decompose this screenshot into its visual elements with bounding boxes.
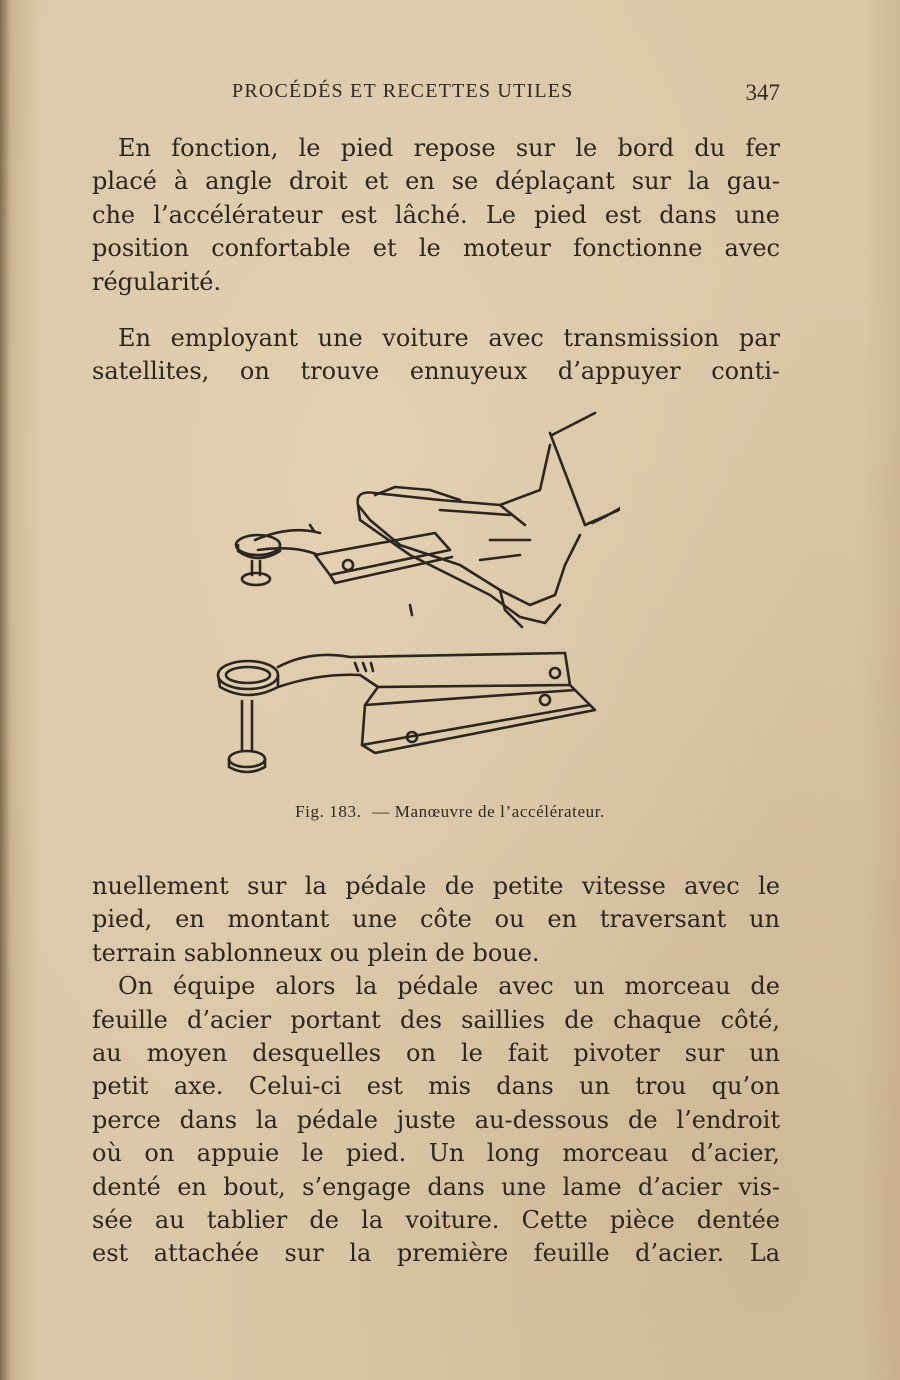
paragraph-3 — [92, 870, 780, 1271]
text-line: satellites, on trouve ennuyeux d’appuyer conti- — [92, 357, 780, 386]
paragraph-1 — [92, 132, 780, 299]
accelerator-pedal-drawing — [200, 405, 620, 785]
text-line: On équipe alors la pédale avec un morceau de — [118, 972, 780, 1001]
pedal-bracket-drawing — [218, 653, 595, 772]
page-number: 347 — [745, 80, 780, 105]
text-line: régularité. — [92, 267, 222, 296]
text-line: terrain sablonneux ou plein de boue. — [92, 938, 540, 967]
text-line: En fonction, le pied repose sur le bord du fer — [118, 134, 780, 162]
spine-shadow — [0, 0, 10, 1380]
text-line: est attachée sur la première feuille d’acier. La — [92, 1239, 780, 1268]
text-line: En employant une voiture avec transmission par — [118, 324, 780, 352]
text-line: où on appuie le pied. Un long morceau d’acier, — [92, 1139, 780, 1168]
figure-183-illustration — [200, 405, 620, 785]
running-head — [92, 80, 782, 108]
text-line: nuellement sur la pédale de petite vitesse avec le — [92, 872, 780, 900]
text-line: sée au tablier de la voiture. Cette pièce dentée — [92, 1206, 780, 1235]
text-line: au moyen desquelles on le fait pivoter sur un — [92, 1039, 780, 1068]
text-line: position confortable et le moteur fonctionne avec — [92, 234, 780, 263]
text-line: placé à angle droit et en se déplaçant sur la gau- — [92, 167, 780, 196]
text-line: perce dans la pédale juste au-dessous de l’endroit — [92, 1105, 780, 1134]
text-line: feuille d’acier portant des saillies de chaque côté, — [92, 1005, 780, 1034]
text-line: petit axe. Celui-ci est mis dans un trou qu’on — [92, 1072, 780, 1101]
running-head-title: PROCÉDÉS ET RECETTES UTILES — [232, 80, 574, 102]
text-line: che l’accélérateur est lâché. Le pied est dans une — [92, 200, 780, 229]
text-line: pied, en montant une côte ou en traversant un — [92, 905, 780, 934]
figure-caption — [0, 802, 900, 822]
foot-on-pedal-drawing — [236, 413, 620, 627]
figure-number: Fig. 183. — [295, 802, 362, 821]
paragraph-2 — [92, 322, 780, 389]
text-line: denté en bout, s’engage dans une lame d’acier vis- — [92, 1172, 780, 1201]
figure-caption-text: — Manœuvre de l’accélérateur. — [372, 802, 605, 821]
